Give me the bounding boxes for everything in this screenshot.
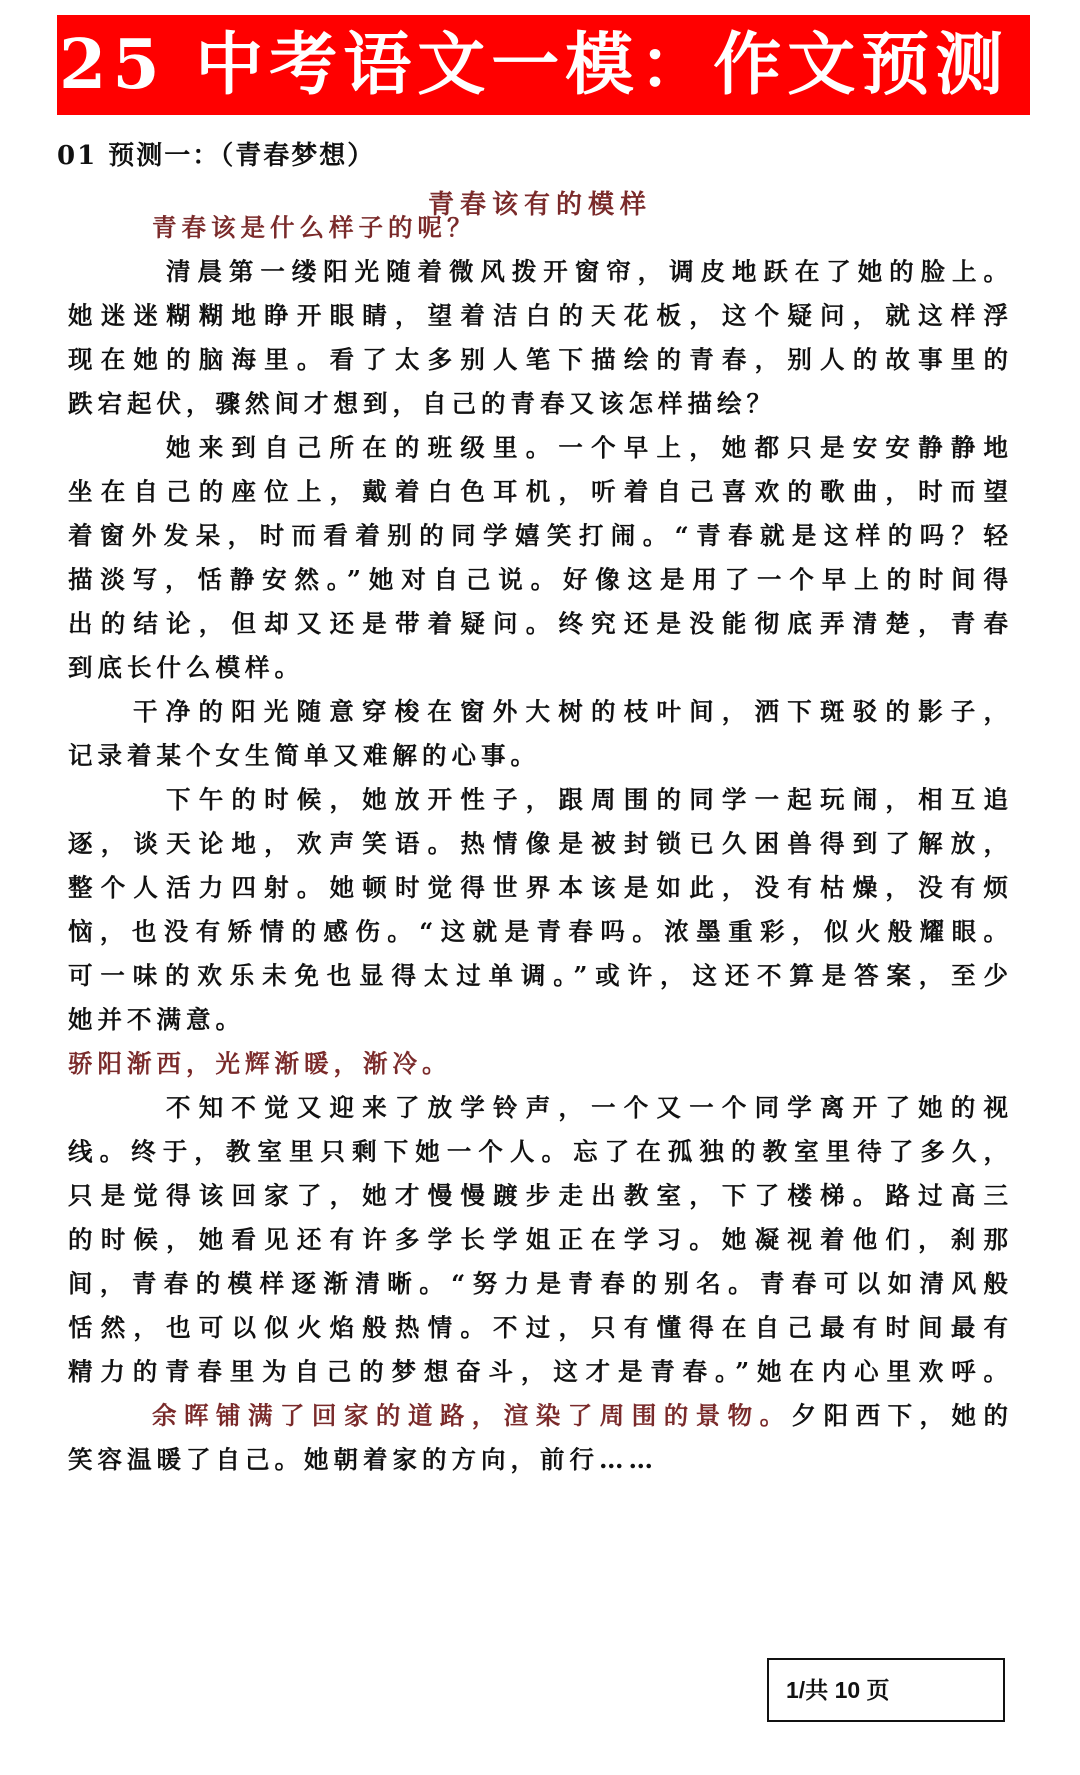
essay-line: 下午的时候，她放开性子，跟周围的同学一起玩闹，相互追	[166, 785, 1008, 814]
essay-line: 到底长什么模样。	[68, 653, 304, 682]
essay-line: 只是觉得该回家了，她才慢慢踱步走出教室，下了楼梯。路过高三	[68, 1181, 1008, 1210]
line-continuation: 夕阳西下，她的	[791, 1401, 1009, 1430]
essay-line: 干净的阳光随意穿梭在窗外大树的枝叶间，洒下斑驳的影子，	[133, 697, 1008, 726]
essay-line: 间，青春的模样逐渐清晰。“努力是青春的别名。青春可以如清风般	[68, 1269, 1008, 1298]
essay-line: 她迷迷糊糊地睁开眼睛，望着洁白的天花板，这个疑问，就这样浮	[68, 301, 1008, 330]
essay-line: 现在她的脑海里。看了太多别人笔下描绘的青春，别人的故事里的	[68, 345, 1008, 374]
essay-line: 青春该是什么样子的呢？	[152, 213, 477, 242]
essay-line: 出的结论，但却又还是带着疑问。终究还是没能彻底弄清楚，青春	[68, 609, 1008, 638]
page-indicator: 1/共 10 页	[767, 1658, 1005, 1722]
essay-line: 整个人活力四射。她顿时觉得世界本该是如此，没有枯燥，没有烦	[68, 873, 1008, 902]
essay-line: 清晨第一缕阳光随着微风拨开窗帘，调皮地跃在了她的脸上。	[166, 257, 1008, 286]
essay-line: 恬然，也可以似火焰般热情。不过，只有懂得在自己最有时间最有	[68, 1313, 1008, 1342]
title-banner	[57, 15, 1030, 115]
essay-line: 不知不觉又迎来了放学铃声，一个又一个同学离开了她的视	[166, 1093, 1008, 1122]
essay-line: 描淡写，恬静安然。”她对自己说。好像这是用了一个早上的时间得	[68, 565, 1008, 594]
essay-line: 恼，也没有矫情的感伤。“这就是青春吗。浓墨重彩，似火般耀眼。	[68, 917, 1008, 946]
page-title: 25 中考语文一模：作文预测	[59, 25, 1010, 105]
essay-line: 她来到自己所在的班级里。一个早上，她都只是安安静静地	[166, 433, 1008, 462]
essay-line: 骄阳渐西，光辉渐暖，渐冷。	[68, 1049, 452, 1078]
essay-line: 记录着某个女生简单又难解的心事。	[68, 741, 540, 770]
essay-line	[152, 1394, 1008, 1438]
essay-line: 她并不满意。	[68, 1005, 245, 1034]
essay-line: 可一味的欢乐未免也显得太过单调。”或许，这还不算是答案，至少	[68, 961, 1008, 990]
essay-line: 笑容温暖了自己。她朝着家的方向，前行……	[68, 1445, 658, 1474]
essay-line: 的时候，她看见还有许多学长学姐正在学习。她凝视着他们，刹那	[68, 1225, 1008, 1254]
highlighted-phrase: 余晖铺满了回家的道路，渲染了周围的景物。	[152, 1401, 792, 1430]
essay-title: 青春该有的模样	[427, 190, 652, 220]
essay-line: 着窗外发呆，时而看着别的同学嬉笑打闹。“青春就是这样的吗？轻	[68, 521, 1008, 550]
essay-line: 跌宕起伏，骤然间才想到，自己的青春又该怎样描绘？	[68, 389, 776, 418]
section-heading: 01 预测一：（青春梦想）	[57, 141, 376, 171]
essay-line: 精力的青春里为自己的梦想奋斗，这才是青春。”她在内心里欢呼。	[68, 1357, 1008, 1386]
essay-line: 逐，谈天论地，欢声笑语。热情像是被封锁已久困兽得到了解放，	[68, 829, 1008, 858]
essay-line: 线。终于，教室里只剩下她一个人。忘了在孤独的教室里待了多久，	[68, 1137, 1008, 1166]
essay-line: 坐在自己的座位上，戴着白色耳机，听着自己喜欢的歌曲，时而望	[68, 477, 1008, 506]
